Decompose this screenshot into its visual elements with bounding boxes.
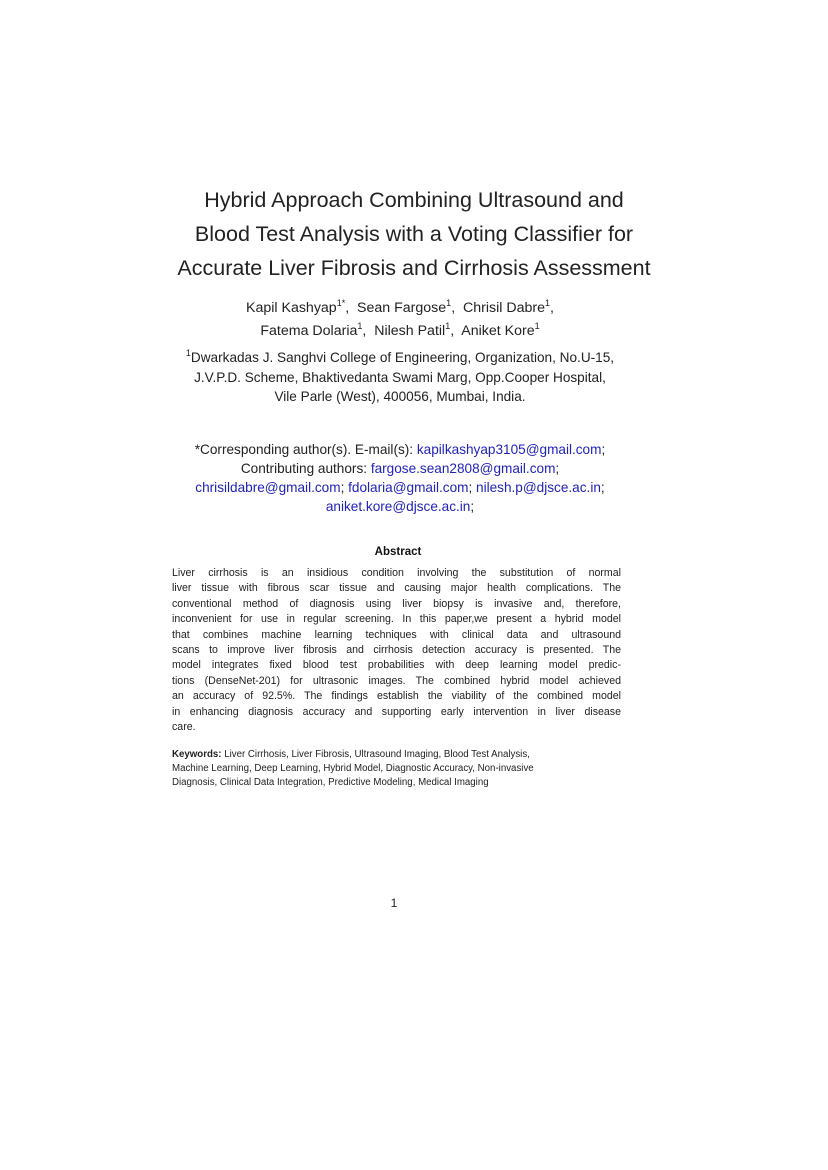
author-line-1: Kapil Kashyap$^{1*}$, Sean Fargose$^1$, Chrisil Dabre$^1$, [246,298,554,316]
abstract-line: model integrates fixed blood test probabilities with deep learning model predic- [172,659,621,672]
abstract-body [172,566,621,735]
email-link-nilesh[interactable]: nilesh.p@djsce.ac.in [476,480,601,495]
abstract-line: an accuracy of 92.5%. The findings establish the viability of the combined model [172,690,621,703]
author-name: Nilesh Patil [374,323,446,339]
affiliation-line-3: Vile Parle (West), 400056, Mumbai, India. [274,389,526,404]
keywords-line: Machine Learning, Deep Learning, Hybrid Model, Diagnostic Accuracy, Non-invasive [172,762,534,774]
corresponding-label: *Corresponding author(s). E-mail(s): [194,442,414,457]
author-name: Kapil Kashyap [246,300,337,316]
author-affiliation-marker: 1 [445,321,451,331]
author-affiliation-marker: 1* [336,298,346,308]
keywords-line [172,748,621,762]
title-line-1: Hybrid Approach Combining Ultrasound and [204,188,624,212]
keywords-text: Liver Cirrhosis, Liver Fibrosis, Ultrasound Imaging, Blood Test Analysis, [224,749,530,760]
author-line-2: Fatema Dolaria$^1$, Nilesh Patil$^1$, Aniket Kore$^1$ [260,321,540,339]
title-line-2: Blood Test Analysis with a Voting Classifier for [194,222,634,246]
affiliation [0,348,800,407]
page-number: 1 [390,896,398,910]
email-link-fatema[interactable]: fdolaria@gmail.com [348,480,469,495]
email-link-aniket[interactable]: aniket.kore@djsce.ac.in [325,499,471,514]
abstract-line: in enhancing diagnosis accuracy and supporting early intervention in liver disease [172,705,621,718]
author-name: Fatema Dolaria [260,323,358,339]
email-link-chrisil[interactable]: chrisildabre@gmail.com [195,480,341,495]
corresponding-email-link[interactable]: kapilkashyap3105@gmail.com [416,442,602,457]
abstract-line: liver tissue with fibrous scar tissue and causing major health complications. The [172,582,621,595]
abstract-line: scans to improve liver fibrosis and cirrhosis detection accuracy is presented. The [172,643,621,656]
author-affiliation-marker: 1 [545,298,551,308]
contributing-label: Contributing authors: [240,461,368,476]
author-affiliation-marker: 1 [357,321,363,331]
abstract-line: care. [172,720,196,733]
corresponding-author-line: *Corresponding author(s). E-mail(s): kapilkashyap3105@gmail.com; [194,442,606,457]
contributing-emails-line-2: aniket.kore@djsce.ac.in; [325,499,475,514]
paper-title [0,183,828,285]
email-link-sean[interactable]: fargose.sean2808@gmail.com [370,461,556,476]
abstract-line: tions (DenseNet-201) for ultrasonic images. The combined hybrid model achieved [172,674,621,687]
affiliation-line-1 [0,348,800,368]
affiliation-line-2: J.V.P.D. Scheme, Bhaktivedanta Swami Marg, Opp.Cooper Hospital, [194,369,606,385]
abstract-line: that combines machine learning techniques with clinical data and ultrasound [172,628,621,641]
abstract-heading: Abstract [374,546,422,558]
author-list [0,297,800,343]
keywords-line: Diagnosis, Clinical Data Integration, Predictive Modeling, Medical Imaging [172,776,489,788]
abstract-line: conventional method of diagnosis using liver biopsy is invasive and, therefore, [172,597,621,610]
keywords-label: Keywords: [172,749,222,760]
abstract-line: Liver cirrhosis is an insidious condition involving the substitution of normal [172,567,621,579]
author-name: Aniket Kore [461,323,535,339]
contributing-emails-line: chrisildabre@gmail.com; fdolaria@gmail.com; nilesh.p@djsce.ac.in; [195,480,605,495]
author-affiliation-marker: 1 [446,298,452,308]
abstract-line: inconvenient for use in regular screening. In this paper,we present a hybrid model [172,613,621,626]
author-name: Chrisil Dabre [463,300,546,316]
affiliation-marker: 1 [185,348,191,358]
keywords-block [172,748,621,789]
contributing-authors-line: Contributing authors: fargose.sean2808@gmail.com; [240,461,560,476]
contact-info [0,440,800,516]
author-name: Sean Fargose [357,300,447,316]
author-affiliation-marker: 1 [534,321,540,331]
title-line-3: Accurate Liver Fibrosis and Cirrhosis Assessment [177,256,651,280]
affiliation-text: Dwarkadas J. Sanghvi College of Engineering, Organization, No.U-15, [190,350,615,365]
